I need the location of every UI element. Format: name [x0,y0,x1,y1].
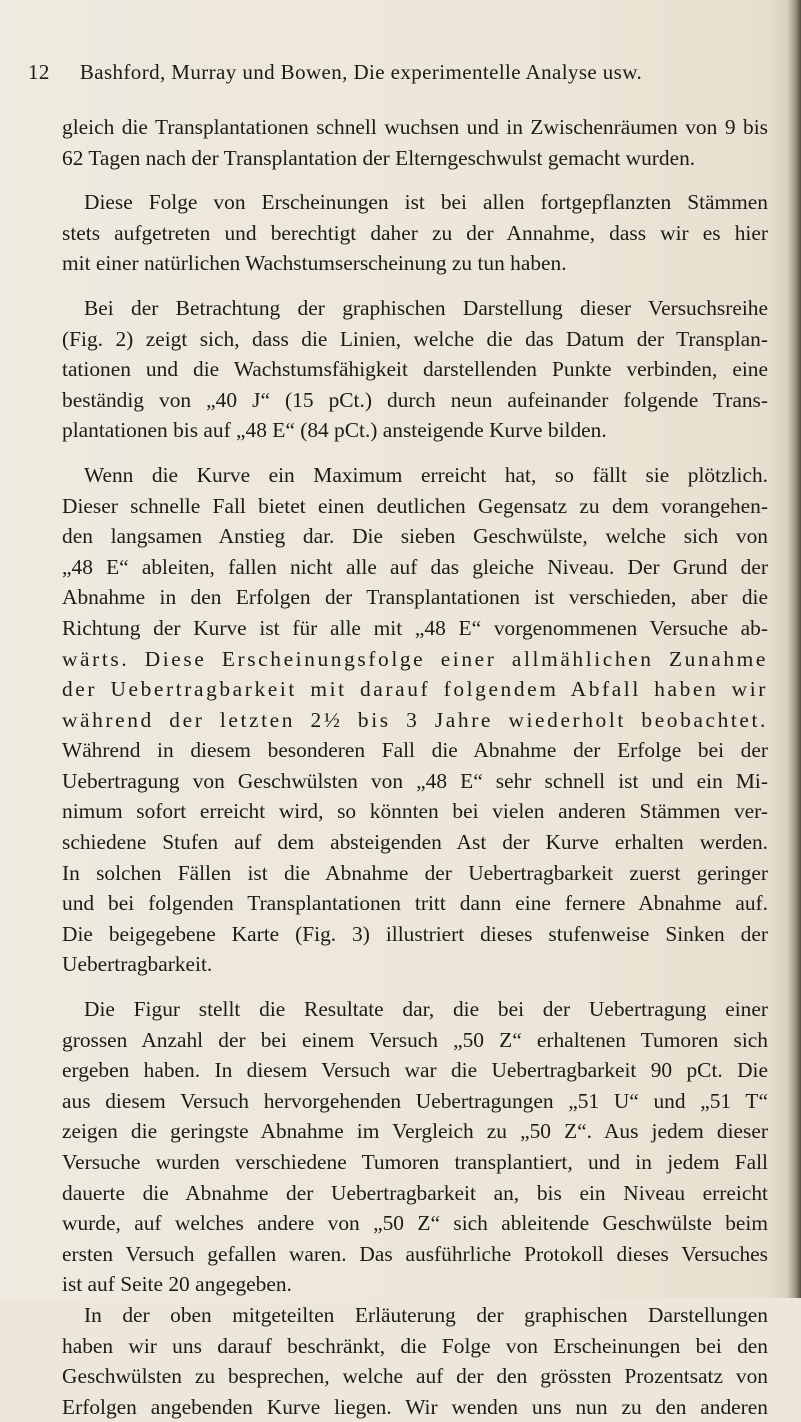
text-line: Erfolgen angebenden Kurve liegen. Wir wenden uns nun zu den anderen [62,1394,768,1419]
text-line: Versuche wurden verschiedene Tumoren transplantiert, und in jedem Fall [62,1150,768,1174]
text-line: wurde, auf welches andere von „50 Z“ sich ableitende Geschwülste beim [62,1211,768,1236]
text-line: Während in diesem besonderen Fall die Abnahme der Erfolge bei der [62,738,768,763]
text-line: 62 Tagen nach der Transplantation der Elterngeschwulst gemacht wurden. [62,145,696,170]
text-line: und bei folgenden Transplantationen tritt dann eine fernere Abnahme auf. [62,891,768,916]
text-line-spaced: während der letzten 2½ bis 3 Jahre wiederholt beobachtet. [62,707,768,732]
text-line: In solchen Fällen ist die Abnahme der Uebertragbarkeit zuerst geringer [62,860,768,885]
text-line: Die beigegebene Karte (Fig. 3) illustriert dieses stufenweise Sinken der [62,921,768,946]
text-line: plantationen bis auf „48 E“ (84 pCt.) ansteigende Kurve bilden. [62,418,607,443]
text-line-spaced: der Uebertragbarkeit mit darauf folgendem Abfall haben wir [62,677,768,702]
text-line: haben wir uns darauf beschränkt, die Folge von Erscheinungen bei den [62,1333,768,1358]
text-line: ergeben haben. In diesem Versuch war die Uebertragbarkeit 90 pCt. Die [62,1058,768,1083]
text-line: Bei der Betrachtung der graphischen Darstellung dieser Versuchsreihe [84,295,768,320]
page-number: 12 [28,60,50,84]
text-line: tationen und die Wachstumsfähigkeit darstellenden Punkte verbinden, eine [62,357,768,382]
text-line: dauerte die Abnahme der Uebertragbarkeit an, bis ein Niveau erreicht [62,1180,768,1205]
paragraph [62,293,768,446]
page-edge-shadow [787,0,801,1298]
text-line: Dieser schnelle Fall bietet einen deutlichen Gegensatz zu dem vorangehen- [62,493,768,518]
text-line: Uebertragung von Geschwülsten von „48 E“ sehr schnell ist und ein Mi- [62,768,768,793]
running-title: Bashford, Murray und Bowen, Die experimentelle Analyse usw. [79,60,643,84]
paragraph [62,1300,768,1422]
body-text [62,112,768,1422]
paragraph [62,460,768,980]
text-line: grossen Anzahl der bei einem Versuch „50 Z“ erhaltenen Tumoren sich [62,1027,768,1052]
text-line-spaced: wärts. Diese Erscheinungsfolge einer allmählichen Zunahme [62,646,768,671]
text-line: gleich die Transplantationen schnell wuchsen und in Zwischenräumen von 9 bis [62,115,768,139]
text-line: Wenn die Kurve ein Maximum erreicht hat, so fällt sie plötzlich. [84,462,768,487]
text-line: schiedene Stufen auf dem absteigenden Ast der Kurve erhalten werden. [62,830,768,855]
paragraph [62,112,768,173]
text-line: zeigen die geringste Abnahme im Vergleich zu „50 Z“. Aus jedem dieser [62,1119,768,1144]
text-line: (Fig. 2) zeigt sich, dass die Linien, welche die das Datum der Transplan- [62,326,768,351]
text-line: Uebertragbarkeit. [62,952,213,977]
text-line: Geschwülsten zu besprechen, welche auf der den grössten Prozentsatz von [62,1364,768,1389]
text-line: nimum sofort erreicht wird, so könnten bei vielen anderen Stämmen ver- [62,799,768,824]
paragraph [62,187,768,279]
text-line: „48 E“ ableiten, fallen nicht alle auf das gleiche Niveau. Der Grund der [62,554,768,579]
text-line: Die Figur stellt die Resultate dar, die bei der Uebertragung einer [84,997,768,1022]
text-line: aus diesem Versuch hervorgehenden Uebertragungen „51 U“ und „51 T“ [62,1088,768,1113]
text-line: Richtung der Kurve ist für alle mit „48 E“ vorgenommenen Versuche ab- [62,615,768,640]
text-line: mit einer natürlichen Wachstumserscheinung zu tun haben. [62,251,567,276]
running-header [28,60,642,85]
text-line: Diese Folge von Erscheinungen ist bei allen fortgepflanzten Stämmen [84,190,768,215]
text-line: beständig von „40 J“ (15 pCt.) durch neun aufeinander folgende Trans- [62,387,768,412]
text-line: Abnahme in den Erfolgen der Transplantationen ist verschieden, aber die [62,585,768,610]
text-line: In der oben mitgeteilten Erläuterung der graphischen Darstellungen [84,1302,768,1327]
paragraph [62,994,768,1300]
text-line: den langsamen Anstieg dar. Die sieben Geschwülste, welche sich von [62,524,768,549]
text-line: stets aufgetreten und berechtigt daher zu der Annahme, dass wir es hier [62,220,768,245]
text-line: ist auf Seite 20 angegeben. [62,1272,292,1297]
text-line: ersten Versuch gefallen waren. Das ausführliche Protokoll dieses Versuches [62,1241,768,1266]
